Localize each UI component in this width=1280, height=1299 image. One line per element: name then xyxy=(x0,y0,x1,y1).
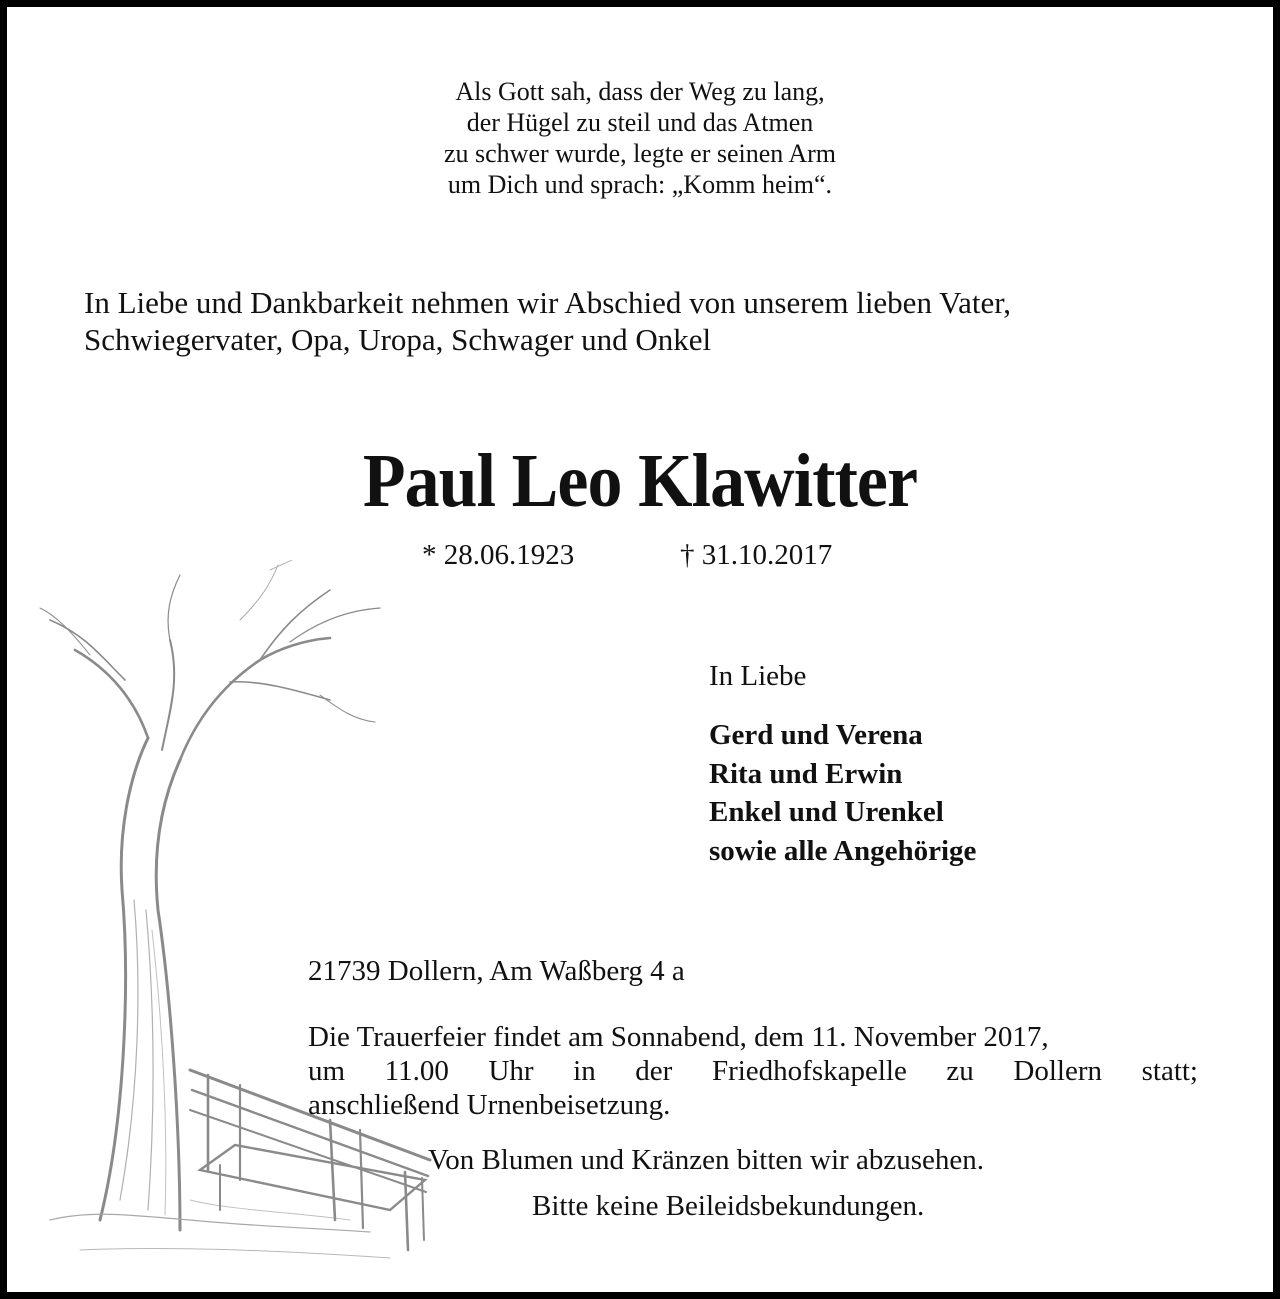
deceased-name: Paul Leo Klawitter xyxy=(362,439,918,523)
poem-line: zu schwer wurde, legte er seinen Arm xyxy=(443,139,837,168)
condolence-note: Bitte keine Beileidsbekundungen. xyxy=(532,1190,925,1222)
flowers-note: Von Blumen und Kränzen bitten wir abzusehen. xyxy=(428,1144,984,1176)
service-line: anschließend Urnenbeisetzung. xyxy=(308,1089,671,1121)
intro-text xyxy=(84,284,1224,358)
mourner-name: Gerd und Verena xyxy=(709,719,923,751)
service-line: um 11.00 Uhr in der Friedhofskapelle zu Dollern statt; xyxy=(308,1055,1198,1087)
mourner-name: sowie alle Angehörige xyxy=(709,835,977,868)
service-info xyxy=(308,1020,1198,1122)
death-date: † 31.10.2017 xyxy=(680,539,833,571)
address: 21739 Dollern, Am Waßberg 4 a xyxy=(308,955,685,987)
intro-line: In Liebe und Dankbarkeit nehmen wir Abschied von unserem lieben Vater, xyxy=(84,285,1012,320)
intro-line: Schwiegervater, Opa, Uropa, Schwager und Onkel xyxy=(84,322,712,357)
mourner-name: Rita und Erwin xyxy=(709,757,903,790)
mourners-intro: In Liebe xyxy=(709,660,807,692)
service-line: Die Trauerfeier findet am Sonnabend, dem 11. November 2017, xyxy=(308,1021,1049,1053)
poem xyxy=(340,76,940,200)
poem-line: um Dich und sprach: „Komm heim“. xyxy=(447,170,833,199)
mourner-name: Enkel und Urenkel xyxy=(709,796,944,829)
poem-line: der Hügel zu steil und das Atmen xyxy=(466,108,814,137)
mourners-list xyxy=(709,716,976,871)
poem-line: Als Gott sah, dass der Weg zu lang, xyxy=(455,77,825,106)
birth-date: * 28.06.1923 xyxy=(422,539,575,571)
